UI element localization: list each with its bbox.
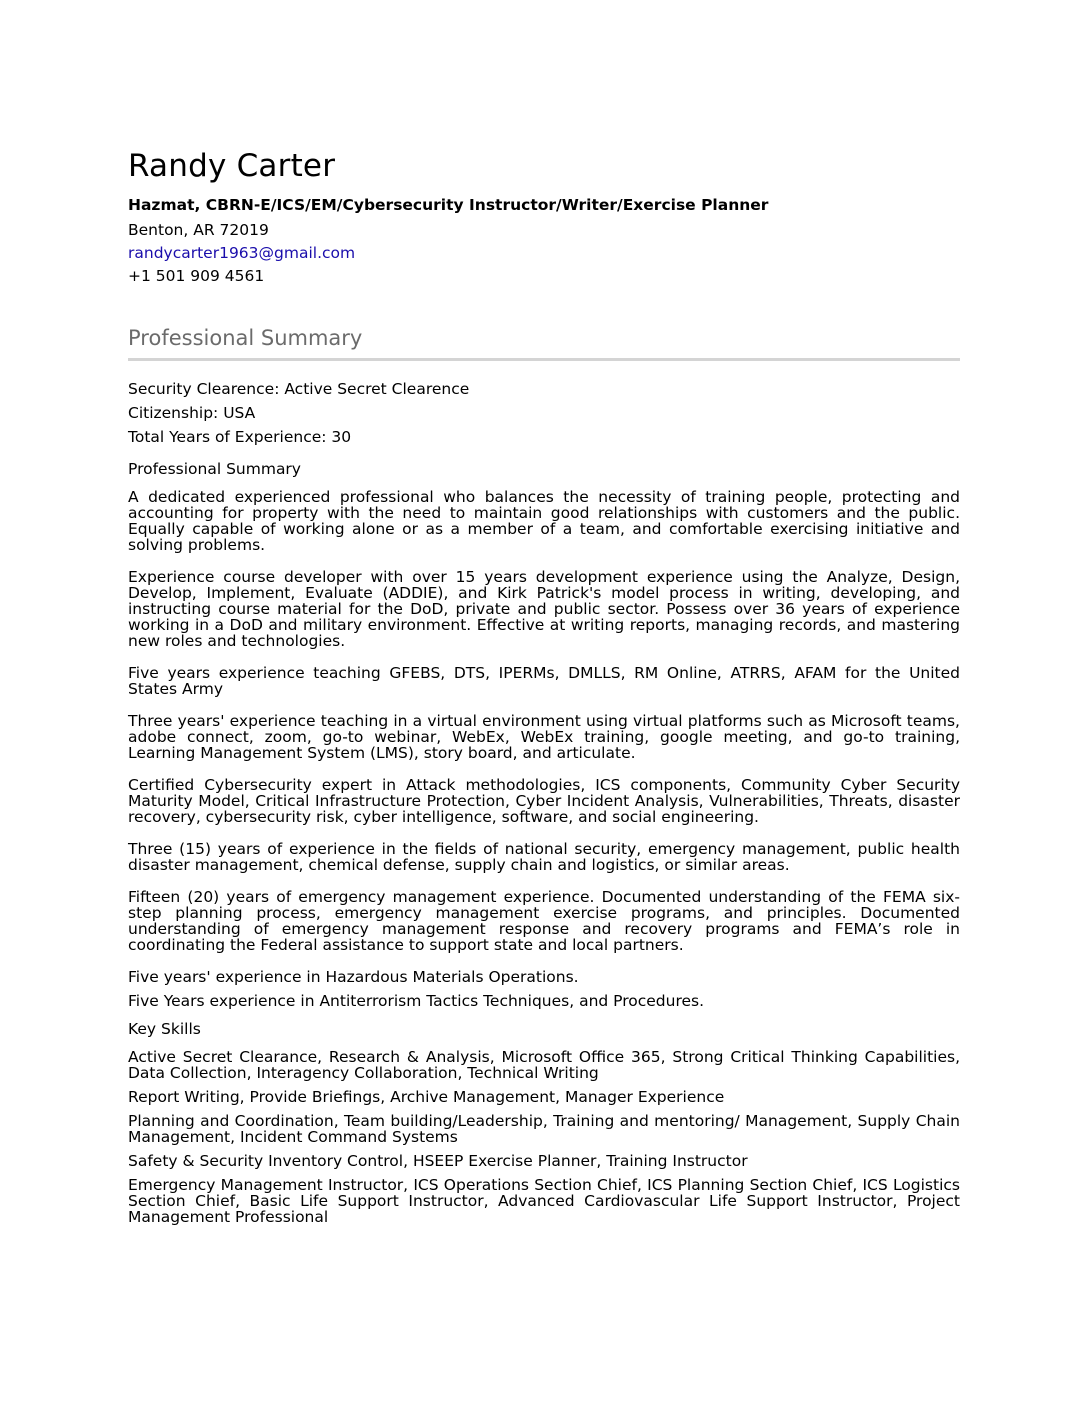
security-clearance-line: Security Clearence: Active Secret Clearence	[128, 380, 470, 398]
summary-label: Professional Summary	[128, 460, 301, 478]
experience-years-line: Total Years of Experience: 30	[128, 428, 352, 446]
candidate-location: Benton, AR 72019	[128, 221, 269, 239]
resume-page	[128, 146, 960, 1233]
summary-paragraph: A dedicated experienced professional who balances the necessity of training people, protecting and accounting for property with the need to maintain good relationships with customers and the public. Equally capable of working alone or as a member of a team, and comfortable exercising initiative and solving problems.	[128, 488, 960, 554]
skills-line: Active Secret Clearance, Research & Analysis, Microsoft Office 365, Strong Critical Thinking Capabilities, Data Collection, Interagency Collaboration, Technical Writing	[128, 1048, 960, 1082]
summary-paragraph: Experience course developer with over 15 years development experience using the Analyze, Design, Develop, Implement, Evaluate (ADDIE), and Kirk Patrick's model process in writing, developing, and instructing course material for the DoD, private and public sector. Possess over 36 years of experience working in a DoD and military environment. Effective at writing reports, managing records, and mastering new roles and technologies.	[128, 568, 960, 650]
section-heading-professional-summary: Professional Summary	[128, 324, 960, 361]
candidate-headline: Hazmat, CBRN-E/ICS/EM/Cybersecurity Instructor/Writer/Exercise Planner	[128, 196, 769, 214]
summary-paragraph: Three (15) years of experience in the fields of national security, emergency management, public health disaster management, chemical defense, supply chain and logistics, or similar areas.	[128, 840, 960, 874]
key-skills-label: Key Skills	[128, 1020, 201, 1038]
experience-line: Five Years experience in Antiterrorism Tactics Techniques, and Procedures.	[128, 992, 705, 1010]
experience-line: Five years' experience in Hazardous Materials Operations.	[128, 968, 579, 986]
skills-line: Safety & Security Inventory Control, HSEEP Exercise Planner, Training Instructor	[128, 1152, 748, 1170]
summary-paragraph: Five years experience teaching GFEBS, DTS, IPERMs, DMLLS, RM Online, ATRRS, AFAM for the United States Army	[128, 664, 960, 698]
citizenship-line: Citizenship: USA	[128, 404, 256, 422]
skills-line: Emergency Management Instructor, ICS Operations Section Chief, ICS Planning Section Chief, ICS Logistics Section Chief, Basic Life Support Instructor, Advanced Cardiovascular Life Support Instructor, Project Management Professional	[128, 1176, 960, 1226]
professional-summary-content	[128, 377, 960, 1225]
skills-line: Planning and Coordination, Team building/Leadership, Training and mentoring/ Management, Supply Chain Management, Incident Command Systems	[128, 1112, 960, 1146]
summary-paragraph: Three years' experience teaching in a virtual environment using virtual platforms such as Microsoft teams, adobe connect, zoom, go-to webinar, WebEx, WebEx training, google meeting, and go-to training, Learning Management System (LMS), story board, and articulate.	[128, 712, 960, 762]
skills-line: Report Writing, Provide Briefings, Archive Management, Manager Experience	[128, 1088, 725, 1106]
candidate-name: Randy Carter	[128, 148, 336, 184]
candidate-email-link[interactable]: randycarter1963@gmail.com	[128, 244, 356, 262]
candidate-phone: +1 501 909 4561	[128, 267, 265, 285]
summary-paragraph: Certified Cybersecurity expert in Attack methodologies, ICS components, Community Cyber Security Maturity Model, Critical Infrastructure Protection, Cyber Incident Analysis, Vulnerabilities, Threats, disaster recovery, cybersecurity risk, cyber intelligence, software, and social engineering.	[128, 776, 960, 826]
summary-paragraph: Fifteen (20) years of emergency management experience. Documented understanding of the FEMA six-step planning process, emergency management exercise programs, and principles. Documented understanding of emergency management response and recovery programs and FEMA’s role in coordinating the Federal assistance to support state and local partners.	[128, 888, 960, 954]
